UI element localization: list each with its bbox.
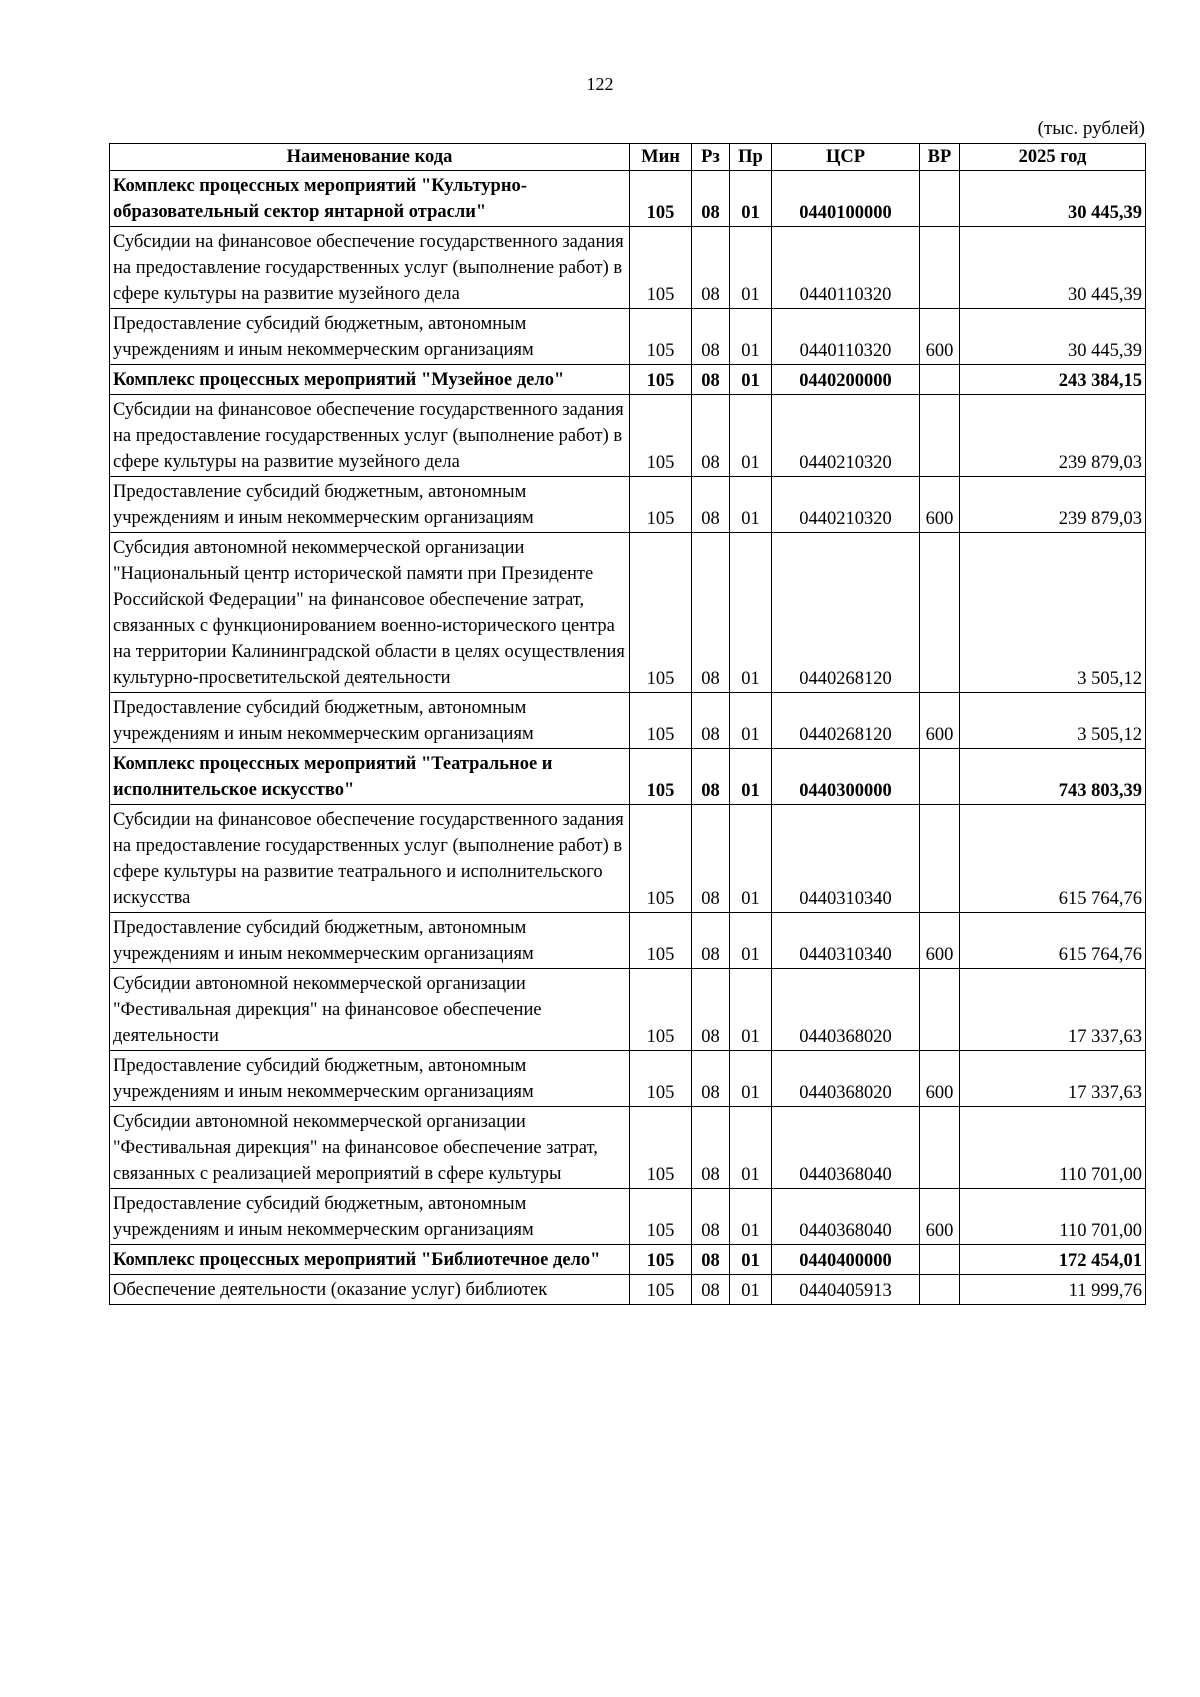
cell-min: 105 (630, 395, 692, 477)
cell-name: Комплекс процессных мероприятий "Библиотечное дело" (110, 1245, 630, 1275)
cell-name: Субсидии на финансовое обеспечение государственного задания на предоставление государственных услуг (выполнение работ) в сфере культуры на развитие музейного дела (110, 227, 630, 309)
cell-pr: 01 (730, 913, 772, 969)
cell-name: Предоставление субсидий бюджетным, автономным учреждениям и иным некоммерческим организациям (110, 309, 630, 365)
cell-min: 105 (630, 227, 692, 309)
cell-name: Предоставление субсидий бюджетным, автономным учреждениям и иным некоммерческим организациям (110, 1051, 630, 1107)
cell-min: 105 (630, 1051, 692, 1107)
table-row (110, 1051, 1146, 1107)
cell-csr: 0440300000 (772, 749, 920, 805)
table-row (110, 1189, 1146, 1245)
cell-pr: 01 (730, 1245, 772, 1275)
cell-rz: 08 (692, 913, 730, 969)
table-row (110, 969, 1146, 1051)
table-row (110, 805, 1146, 913)
cell-vr (920, 805, 960, 913)
cell-pr: 01 (730, 227, 772, 309)
cell-vr: 600 (920, 1189, 960, 1245)
cell-rz: 08 (692, 533, 730, 693)
cell-rz: 08 (692, 365, 730, 395)
cell-pr: 01 (730, 1189, 772, 1245)
cell-min: 105 (630, 171, 692, 227)
header-rz: Рз (692, 144, 730, 171)
cell-rz: 08 (692, 749, 730, 805)
cell-amount: 30 445,39 (960, 171, 1146, 227)
cell-rz: 08 (692, 1051, 730, 1107)
cell-min: 105 (630, 1245, 692, 1275)
cell-min: 105 (630, 1189, 692, 1245)
cell-pr: 01 (730, 395, 772, 477)
cell-name: Комплекс процессных мероприятий "Театральное и исполнительское искусство" (110, 749, 630, 805)
cell-csr: 0440210320 (772, 477, 920, 533)
cell-rz: 08 (692, 1275, 730, 1305)
cell-csr: 0440268120 (772, 533, 920, 693)
cell-name: Комплекс процессных мероприятий "Музейное дело" (110, 365, 630, 395)
table-row (110, 1275, 1146, 1305)
cell-vr (920, 171, 960, 227)
cell-name: Комплекс процессных мероприятий "Культурно-образовательный сектор янтарной отрасли" (110, 171, 630, 227)
table-row (110, 913, 1146, 969)
cell-pr: 01 (730, 805, 772, 913)
table-row (110, 309, 1146, 365)
table-row-subtotal (110, 1245, 1146, 1275)
cell-csr: 0440368020 (772, 969, 920, 1051)
table-row (110, 477, 1146, 533)
cell-rz: 08 (692, 227, 730, 309)
cell-amount: 239 879,03 (960, 477, 1146, 533)
table-row-subtotal (110, 171, 1146, 227)
cell-rz: 08 (692, 1245, 730, 1275)
cell-rz: 08 (692, 477, 730, 533)
cell-pr: 01 (730, 309, 772, 365)
cell-vr: 600 (920, 1051, 960, 1107)
cell-amount: 17 337,63 (960, 1051, 1146, 1107)
cell-pr: 01 (730, 477, 772, 533)
header-pr: Пр (730, 144, 772, 171)
cell-csr: 0440310340 (772, 805, 920, 913)
cell-amount: 11 999,76 (960, 1275, 1146, 1305)
cell-amount: 30 445,39 (960, 227, 1146, 309)
cell-amount: 615 764,76 (960, 805, 1146, 913)
cell-vr (920, 1107, 960, 1189)
cell-csr: 0440200000 (772, 365, 920, 395)
table-row (110, 227, 1146, 309)
cell-name: Предоставление субсидий бюджетным, автономным учреждениям и иным некоммерческим организациям (110, 693, 630, 749)
cell-csr: 0440400000 (772, 1245, 920, 1275)
table-row-subtotal (110, 749, 1146, 805)
cell-amount: 30 445,39 (960, 309, 1146, 365)
cell-rz: 08 (692, 309, 730, 365)
cell-csr: 0440100000 (772, 171, 920, 227)
budget-table (109, 143, 1146, 1305)
cell-vr: 600 (920, 477, 960, 533)
cell-vr: 600 (920, 309, 960, 365)
header-min: Мин (630, 144, 692, 171)
cell-name: Предоставление субсидий бюджетным, автономным учреждениям и иным некоммерческим организациям (110, 1189, 630, 1245)
cell-name: Субсидии автономной некоммерческой организации "Фестивальная дирекция" на финансовое обеспечение затрат, связанных с реализацией мероприятий в сфере культуры (110, 1107, 630, 1189)
cell-min: 105 (630, 365, 692, 395)
cell-csr: 0440110320 (772, 309, 920, 365)
cell-min: 105 (630, 309, 692, 365)
cell-pr: 01 (730, 1107, 772, 1189)
cell-amount: 110 701,00 (960, 1189, 1146, 1245)
cell-min: 105 (630, 533, 692, 693)
header-vr: ВР (920, 144, 960, 171)
cell-amount: 239 879,03 (960, 395, 1146, 477)
cell-pr: 01 (730, 693, 772, 749)
cell-rz: 08 (692, 171, 730, 227)
cell-vr: 600 (920, 913, 960, 969)
cell-vr: 600 (920, 693, 960, 749)
cell-min: 105 (630, 805, 692, 913)
cell-rz: 08 (692, 969, 730, 1051)
cell-amount: 172 454,01 (960, 1245, 1146, 1275)
cell-name: Субсидия автономной некоммерческой организации "Национальный центр исторической памяти при Президенте Российской Федерации" на финансовое обеспечение затрат, связанных с функционированием военно-исторического центра на территории Калининградской области в целях осуществления культурно-просветительской деятельности (110, 533, 630, 693)
cell-rz: 08 (692, 395, 730, 477)
cell-vr (920, 969, 960, 1051)
cell-vr (920, 1275, 960, 1305)
table-row (110, 533, 1146, 693)
cell-amount: 3 505,12 (960, 533, 1146, 693)
cell-vr (920, 749, 960, 805)
cell-amount: 17 337,63 (960, 969, 1146, 1051)
cell-name: Субсидии на финансовое обеспечение государственного задания на предоставление государственных услуг (выполнение работ) в сфере культуры на развитие музейного дела (110, 395, 630, 477)
cell-rz: 08 (692, 1189, 730, 1245)
header-name: Наименование кода (110, 144, 630, 171)
cell-csr: 0440110320 (772, 227, 920, 309)
cell-min: 105 (630, 477, 692, 533)
cell-rz: 08 (692, 693, 730, 749)
cell-csr: 0440405913 (772, 1275, 920, 1305)
cell-pr: 01 (730, 1051, 772, 1107)
cell-csr: 0440210320 (772, 395, 920, 477)
cell-pr: 01 (730, 171, 772, 227)
cell-csr: 0440368040 (772, 1189, 920, 1245)
cell-name: Предоставление субсидий бюджетным, автономным учреждениям и иным некоммерческим организациям (110, 913, 630, 969)
cell-min: 105 (630, 1107, 692, 1189)
header-year: 2025 год (960, 144, 1146, 171)
cell-min: 105 (630, 969, 692, 1051)
cell-amount: 110 701,00 (960, 1107, 1146, 1189)
cell-amount: 243 384,15 (960, 365, 1146, 395)
cell-amount: 615 764,76 (960, 913, 1146, 969)
cell-csr: 0440310340 (772, 913, 920, 969)
cell-min: 105 (630, 693, 692, 749)
cell-name: Субсидии автономной некоммерческой организации "Фестивальная дирекция" на финансовое обеспечение деятельности (110, 969, 630, 1051)
table-row (110, 693, 1146, 749)
cell-vr (920, 227, 960, 309)
cell-vr (920, 1245, 960, 1275)
cell-name: Субсидии на финансовое обеспечение государственного задания на предоставление государственных услуг (выполнение работ) в сфере культуры на развитие театрального и исполнительского искусства (110, 805, 630, 913)
cell-pr: 01 (730, 749, 772, 805)
table-body (110, 171, 1146, 1305)
header-csr: ЦСР (772, 144, 920, 171)
cell-pr: 01 (730, 365, 772, 395)
cell-vr (920, 533, 960, 693)
cell-pr: 01 (730, 1275, 772, 1305)
cell-min: 105 (630, 749, 692, 805)
cell-amount: 743 803,39 (960, 749, 1146, 805)
cell-csr: 0440368040 (772, 1107, 920, 1189)
cell-pr: 01 (730, 969, 772, 1051)
table-row (110, 395, 1146, 477)
cell-name: Обеспечение деятельности (оказание услуг) библиотек (110, 1275, 630, 1305)
cell-rz: 08 (692, 1107, 730, 1189)
table-row (110, 1107, 1146, 1189)
cell-csr: 0440268120 (772, 693, 920, 749)
cell-csr: 0440368020 (772, 1051, 920, 1107)
cell-min: 105 (630, 913, 692, 969)
page-number: 122 (586, 74, 614, 94)
cell-pr: 01 (730, 533, 772, 693)
cell-amount: 3 505,12 (960, 693, 1146, 749)
cell-min: 105 (630, 1275, 692, 1305)
cell-vr (920, 395, 960, 477)
units-label: (тыс. рублей) (1037, 118, 1145, 139)
cell-vr (920, 365, 960, 395)
table-header-row (110, 144, 1146, 171)
table-row-subtotal (110, 365, 1146, 395)
cell-name: Предоставление субсидий бюджетным, автономным учреждениям и иным некоммерческим организациям (110, 477, 630, 533)
cell-rz: 08 (692, 805, 730, 913)
